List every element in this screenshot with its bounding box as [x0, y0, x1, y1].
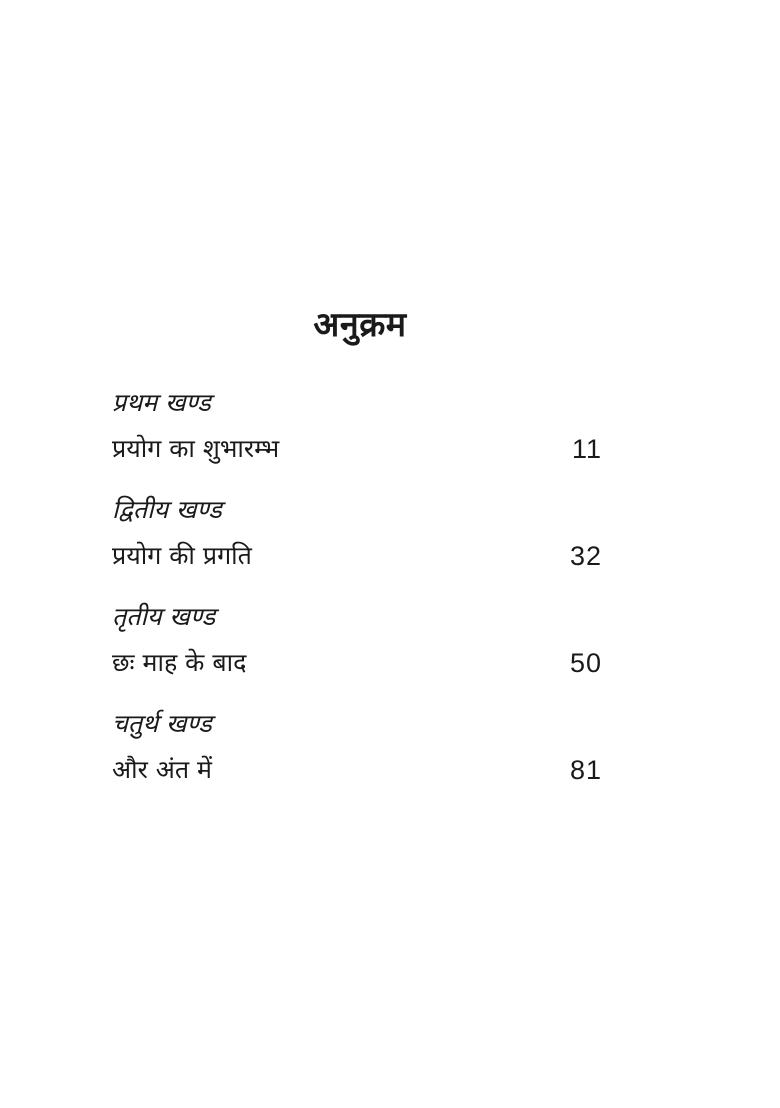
entry-title: प्रयोग की प्रगति	[112, 541, 252, 570]
entry-page-number: 81	[569, 755, 602, 785]
toc-section	[112, 599, 602, 706]
entry-title: छः माह के बाद	[112, 648, 247, 677]
toc-section	[112, 492, 602, 599]
section-label: प्रथम खण्ड	[112, 388, 211, 417]
toc-entry	[112, 645, 602, 681]
table-of-contents	[112, 385, 602, 813]
entry-page-number: 11	[571, 434, 602, 464]
toc-entry	[112, 538, 602, 574]
toc-entry	[112, 431, 602, 467]
entry-title: और अंत में	[112, 755, 212, 784]
section-label: द्वितीय खण्ड	[112, 495, 222, 524]
page-title: अनुक्रम	[313, 305, 407, 345]
toc-entry	[112, 752, 602, 788]
section-label: तृतीय खण्ड	[112, 602, 216, 631]
entry-page-number: 50	[569, 648, 602, 678]
toc-section	[112, 385, 602, 492]
entry-title: प्रयोग का शुभारम्भ	[112, 434, 280, 463]
section-label: चतुर्थ खण्ड	[112, 709, 212, 738]
entry-page-number: 32	[569, 541, 602, 571]
toc-section	[112, 706, 602, 813]
